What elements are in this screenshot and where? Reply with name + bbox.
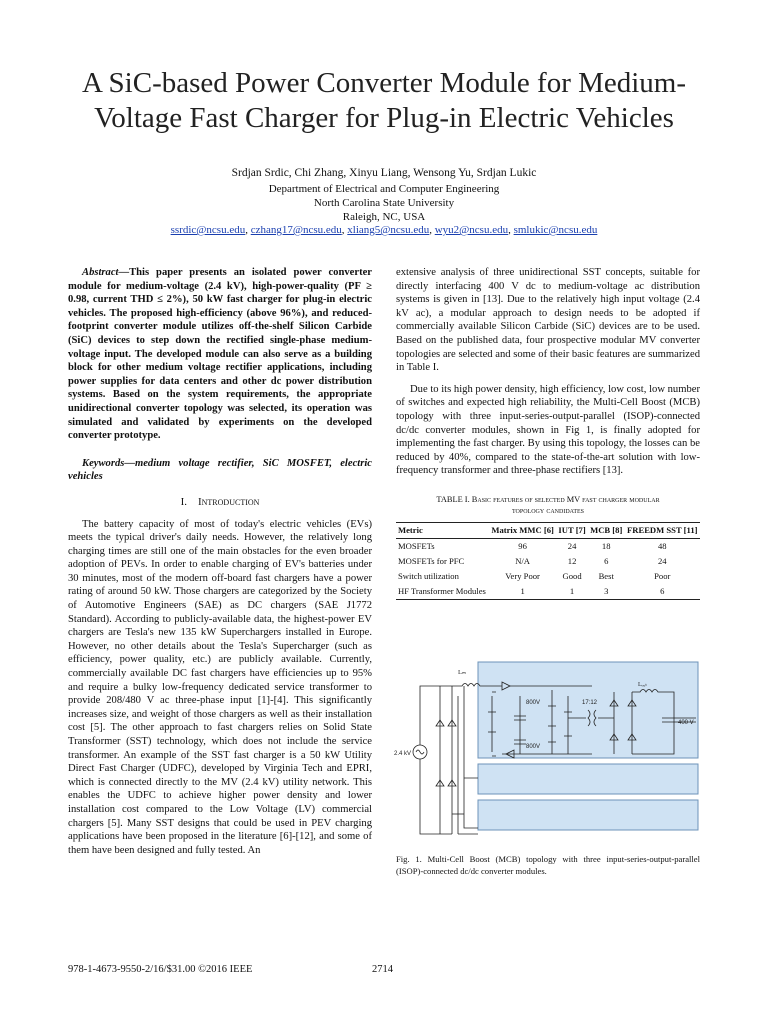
email-link[interactable]: czhang17@ncsu.edu (250, 224, 342, 236)
email-link[interactable]: wyu2@ncsu.edu (434, 224, 509, 236)
email-link[interactable]: smlukic@ncsu.edu (513, 224, 598, 236)
table-row (396, 569, 700, 584)
transformer-ratio-label: 17:12 (582, 700, 598, 706)
table-header-cell: Metric (396, 522, 489, 538)
table-cell: HF Transformer Modules (396, 584, 489, 600)
table-cell: 48 (657, 540, 667, 551)
table-cell: Poor (654, 570, 671, 581)
title-line-1: A SiC-based Power Converter Module for Medium- (81, 67, 687, 99)
features-table (396, 522, 700, 600)
email-list: ssrdic@ncsu.edu, czhang17@ncsu.edu, xliang5@ncsu.edu, wyu2@ncsu.edu, smlukic@ncsu.edu (170, 224, 598, 236)
table-cell: Very Poor (505, 570, 540, 581)
section-heading-introduction (68, 496, 372, 510)
table-cell: Switch utilization (398, 570, 459, 581)
table-cell: 1 (489, 584, 556, 600)
capacitor-label-bottom: 800V (526, 744, 541, 750)
table-cell: N/A (515, 555, 530, 566)
author-list: Srdjan Srdic, Chi Zhang, Xinyu Liang, Wensong Yu, Srdjan Lukic (231, 167, 537, 179)
table-header-cell: MCB [8] (588, 522, 625, 538)
table-cell: MOSFETs for PFC (398, 555, 465, 566)
table-cell: 96 (518, 540, 527, 551)
table-row (396, 538, 700, 554)
email-link[interactable]: xliang5@ncsu.edu (347, 224, 430, 236)
section-number: I. (180, 495, 187, 508)
right-column (396, 266, 700, 600)
table-caption-line: topology candidates (512, 505, 584, 515)
body-paragraph: Due to its high power density, high efficiency, low cost, low number of switches and expected high reliability, the Multi-Cell Boost (MCB) topology with three input-series-output-parallel (ISOP)-connected dc/dc converter modules, shown in Fig 1, is finally adopted for implementing the fast charger. By using this topology, the losses can be reduced by 40%, compared to the state-of-the-art solution with low-frequency transformer and three-phase rectifiers [13]. (396, 383, 700, 477)
table-caption-line: TABLE I. Basic features of selected MV fast charger modular (436, 494, 660, 504)
source-voltage-label: 2.4 kV (394, 751, 412, 757)
email-link[interactable]: ssrdic@ncsu.edu (170, 224, 246, 236)
table-cell: 24 (657, 555, 667, 566)
keywords-dash: — (124, 457, 135, 469)
table-cell: MOSFETs (398, 540, 435, 551)
affiliation-university: North Carolina State University (313, 197, 455, 209)
table-row (396, 584, 700, 600)
table-cell: 6 (604, 555, 609, 566)
circuit-figure (392, 656, 704, 840)
paper-title (40, 66, 728, 136)
table-cell: 6 (625, 584, 700, 600)
table-header-cell: Matrix MMC [6] (489, 522, 556, 538)
body-paragraph: extensive analysis of three unidirectional SST concepts, suitable for directly interfacing 400 V dc to medium-voltage ac distribution systems is given in [13]. Due to the relatively high input voltage (2.4 kV ac), a modular approach to design needs to be adopted if commercially available Silicon Carbide (SiC) devices are to be used. Based on the published data, four prospective modular MV converter topologies are selected and some of their basic features are summarized in Table I. (396, 267, 700, 374)
intro-paragraph: The battery capacity of most of today's electric vehicles (EVs) meets the typical driver's daily needs. However, the relatively long charging times are still one of the main obstacles for the even broader adoption of PEVs. In order to enable charging of EV's batteries under 30 minutes, most of the modern off-board fast chargers have a power rating of around 50 kW. Those chargers are categorized by the Society of Automotive Engineers (SAE) as DC chargers (SAE J1772 Standard). According to publicly-available data, the highest-power EV chargers are Tesla's new 135 kW Superchargers installed in Europe. However, no other details about the Tesla's Supercharger (such as efficiency, power quality, etc.) are publicly available. Currently, commercially available DC fast chargers have efficiencies up to 95% and require a bulky low-frequency dedicated service transformer to provide 208/480 V ac three-phase input [1]-[4]. This significantly increases size, and weight of those chargers as well as their installation cost [5]. The other approach to fast chargers relies on Solid State Transformer (SST) technology, which does not include the service transformer. An example of the SST fast charger is a 50 kW Utility Direct Fast Charger (UDFC), developed by Virginia Tech and EPRI, which is connected directly to the MV (2.4 kV) utility network. This enables the UDFC to achieve higher power density and lower installation cost compared to the Low Voltage (LV) commercial chargers [5]. Many SST designs that could be used in PEV charging applications have been proposed in the literature [6]-[12], and some of them have been designed and fully tested. An (68, 518, 372, 856)
table-cell: 3 (588, 584, 625, 600)
affiliation-city: Raleigh, NC, USA (342, 211, 426, 223)
capacitor-label-top: 800V (526, 700, 541, 706)
abstract-text: This paper presents an isolated power converter module for medium-voltage (2.4 kV), high-power-quality (PF ≥ 0.98, current THD ≤ 2%), 50 kW fast charger for plug-in electric vehicles. The proposed high-efficiency (above 96%), and reduced-footprint converter module utilizes off-the-shelf Silicon Carbide (SiC) devices to step down the rectified single-phase medium-voltage input. The developed module can also serve as a building block for other medium voltage rectifier applications, including power supplies for data centers and other dc power distribution systems. Based on the system requirements, the appropriate unidirectional converter topology was selected, its operation was simulated and validated by experiments on the developed converter prototype. (68, 267, 372, 442)
section-title: Introduction (197, 495, 260, 508)
output-voltage-label: 400 V (678, 720, 694, 726)
converter-module-3 (478, 800, 698, 830)
table-cell: Best (598, 570, 614, 581)
table-header-cell: IUT [7] (556, 522, 588, 538)
page-number: 2714 (372, 964, 393, 975)
table-cell: 12 (567, 555, 577, 566)
table-cell: 24 (567, 540, 577, 551)
keywords-label: Keywords (82, 457, 125, 469)
output-inductor-label: Lₒᵤₜ (638, 682, 648, 688)
table-caption (396, 494, 700, 516)
affiliation-department: Department of Electrical and Computer Engineering (268, 183, 500, 195)
table-header-row (396, 522, 700, 538)
table-header-cell: FREEDM SST [11] (625, 522, 700, 538)
inductor-label: Lₘ (458, 669, 467, 676)
abstract-dash: — (118, 267, 130, 278)
converter-module-2 (478, 764, 698, 794)
keywords (68, 457, 372, 484)
keywords-text: medium voltage rectifier, SiC MOSFET, electric vehicles (68, 457, 372, 483)
title-line-2: Voltage Fast Charger for Plug-in Electric Vehicles (94, 102, 674, 134)
copyright-footer: 978-1-4673-9550-2/16/$31.00 ©2016 IEEE (68, 964, 253, 975)
table-row (396, 554, 700, 569)
figure-caption: Fig. 1. Multi-Cell Boost (MCB) topology with three input-series-output-parallel (ISOP)-connected dc/dc converter modules. (396, 854, 700, 876)
left-column (68, 266, 372, 857)
table-cell: 1 (556, 584, 588, 600)
abstract-label: Abstract (82, 267, 119, 278)
abstract (68, 266, 372, 443)
table-cell: Good (562, 570, 582, 581)
table-cell: 18 (601, 540, 611, 551)
